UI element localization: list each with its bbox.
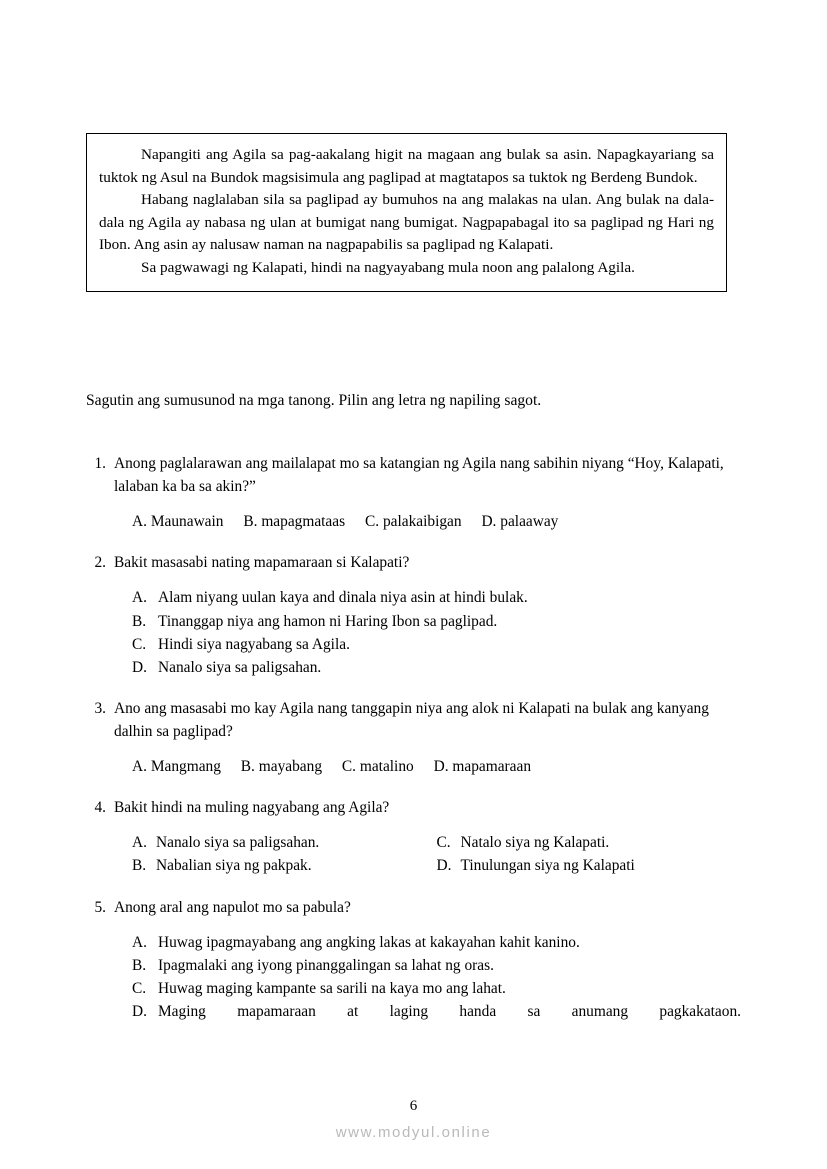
passage-paragraph-3: Sa pagwawagi ng Kalapati, hindi na nagyayabang mula noon ang palalong Agila. [141, 258, 635, 276]
option-label: D. [481, 513, 497, 531]
option-label: A. [132, 933, 147, 951]
question-text: Ano ang masasabi mo kay Agila nang tanggapin niya ang alok ni Kalapati na bulak ang kanyang dalhin sa paglipad? [114, 699, 709, 740]
question-item [86, 697, 741, 743]
option-text: palakaibigan [382, 513, 462, 531]
watermark: www.modyul.online [335, 1124, 492, 1141]
option-text: Alam niyang uulan kaya and dinala niya asin at hindi bulak. [158, 589, 528, 607]
option-c[interactable] [132, 977, 741, 1000]
question-item [86, 452, 741, 498]
instruction-text: Sagutin ang sumusunod na mga tanong. Pilin ang letra ng napiling sagot. [86, 392, 542, 409]
option-grid [132, 831, 741, 877]
option-d[interactable] [132, 656, 741, 679]
question-text: Bakit masasabi nating mapamaraan si Kalapati? [114, 554, 410, 572]
page-number: 6 [409, 1098, 418, 1114]
option-text: Tinanggap niya ang hamon ni Haring Ibon sa paglipad. [158, 612, 498, 630]
option-c[interactable] [132, 633, 741, 656]
option-c[interactable] [437, 831, 742, 854]
option-label: B. [243, 513, 258, 531]
option-label: A. [132, 834, 147, 852]
option-text: Nanalo siya sa paligsahan. [156, 834, 320, 852]
option-text: Nanalo siya sa paligsahan. [158, 658, 322, 676]
option-text: mapamaraan [452, 758, 532, 776]
option-text: Huwag ipagmayabang ang angking lakas at kakayahan kahit kanino. [158, 933, 580, 951]
question-text: Anong aral ang napulot mo sa pabula? [114, 898, 351, 916]
option-label: D. [436, 857, 452, 875]
question-number: 1. [94, 455, 106, 472]
option-label: B. [132, 612, 147, 630]
option-a[interactable] [132, 510, 223, 533]
option-b[interactable] [241, 755, 322, 778]
option-label: C. [132, 635, 147, 653]
option-label: C. [132, 979, 147, 997]
option-label: B. [132, 956, 147, 974]
question-number: 4. [94, 799, 106, 817]
option-b[interactable] [132, 610, 741, 633]
option-text: Ipagmalaki ang iyong pinanggalingan sa lahat ng oras. [158, 956, 494, 974]
option-b[interactable] [243, 510, 345, 533]
option-label: D. [132, 1002, 147, 1020]
option-label: A. [132, 513, 147, 531]
question-number: 5. [94, 898, 106, 916]
option-c[interactable] [342, 755, 414, 778]
question-number: 3. [94, 699, 106, 717]
option-text: Maunawain [150, 513, 224, 531]
option-label: A. [132, 758, 147, 776]
option-d[interactable] [434, 755, 531, 778]
option-text: Natalo siya ng Kalapati. [460, 834, 610, 852]
option-a[interactable] [132, 831, 437, 854]
passage-paragraph-2: Habang naglalaban sila sa paglipad ay bumuhos na ang malakas na ulan. Ang bulak na dala-dala ng Agila ay nabasa ng ulan at bumigat nang bumigat. Nagpapabagal ito sa paglipad ng Hari ng Ibon. Ang asin ay nalusaw naman na nagpapabilis sa paglipad ng Kalapati. [99, 191, 714, 253]
question-list [86, 452, 741, 1023]
option-label: C. [364, 513, 380, 531]
question-item [86, 896, 741, 919]
option-d[interactable] [132, 1000, 741, 1023]
question-item [86, 551, 741, 574]
option-list [132, 931, 741, 1023]
option-text: mapagmataas [261, 513, 346, 531]
passage-box [86, 133, 727, 292]
option-b[interactable] [132, 954, 741, 977]
option-d[interactable] [437, 854, 742, 877]
option-label: B. [132, 857, 147, 875]
option-d[interactable] [481, 510, 558, 533]
option-text: mayabang [258, 758, 323, 776]
option-label: D. [132, 658, 147, 676]
option-text: palaaway [500, 513, 559, 531]
option-a[interactable] [132, 931, 741, 954]
option-c[interactable] [365, 510, 462, 533]
option-a[interactable] [132, 755, 221, 778]
option-b[interactable] [132, 854, 437, 877]
option-text: Maging mapamaraan at laging handa sa anumang pagkakataon. [158, 1002, 741, 1020]
question-item [86, 796, 741, 819]
option-label: A. [132, 589, 147, 607]
option-label: C. [341, 758, 357, 776]
option-text: Nabalian siya ng pakpak. [156, 857, 312, 875]
option-row [132, 755, 741, 778]
option-a[interactable] [132, 586, 741, 609]
option-text: Tinulungan siya ng Kalapati [460, 857, 635, 875]
option-label: C. [436, 834, 451, 852]
option-row [132, 510, 741, 533]
question-text: Anong paglalarawan ang mailalapat mo sa katangian ng Agila nang sabihin niyang “Hoy, Kalapati, lalaban ka ba sa akin?” [114, 455, 724, 496]
option-text: Huwag maging kampante sa sarili na kaya mo ang lahat. [158, 979, 506, 997]
option-list [132, 586, 741, 678]
question-number: 2. [94, 554, 106, 572]
question-text: Bakit hindi na muling nagyabang ang Agila? [114, 799, 390, 817]
option-label: D. [433, 758, 449, 776]
option-text: matalino [359, 758, 414, 776]
passage-paragraph-1: Napangiti ang Agila sa pag-aakalang higit na magaan ang bulak sa asin. Napagkayariang sa tuktok ng Asul na Bundok magsisimula ang paglipad at magtatapos sa tuktok ng Berdeng Bundok. [99, 146, 714, 186]
option-label: B. [240, 758, 255, 776]
option-text: Mangmang [150, 758, 221, 776]
option-text: Hindi siya nagyabang sa Agila. [158, 635, 350, 653]
